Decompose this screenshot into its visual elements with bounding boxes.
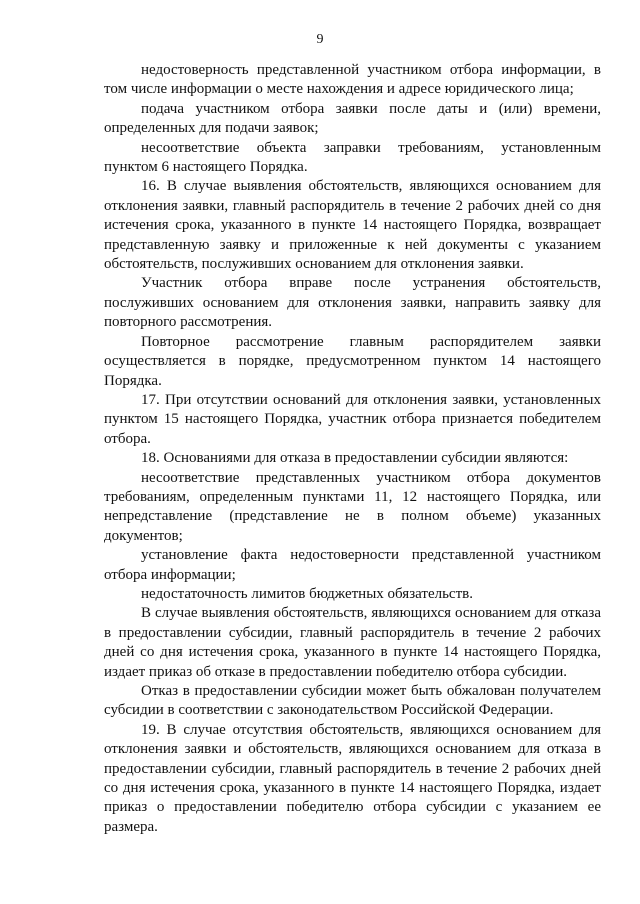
paragraph: Отказ в предоставлении субсидии может быть обжалован получателем субсидии в соответствии с законодательством Российской Федерации. (104, 683, 601, 719)
paragraph: В случае выявления обстоятельств, являющихся основанием для отказа в предоставлении субсидии, главный распорядитель в течение 2 рабочих дней со дня истечения срока, указанного в пункте 14 настоящего Порядка, издает приказ об отказе в предоставлении победителю отбора субсидии. (104, 605, 601, 680)
paragraph: установление факта недостоверности представленной участником отбора информации; (104, 547, 601, 583)
paragraph: недостаточность лимитов бюджетных обязательств. (141, 585, 473, 602)
paragraph: несоответствие представленных участником отбора документов требованиям, определенным пунктами 11, 12 настоящего Порядка, или непредставление (представление не в полном объеме) указанных документов; (104, 469, 601, 544)
paragraph: подача участником отбора заявки после даты и (или) времени, определенных для подачи заявок; (104, 100, 601, 137)
paragraph: 17. При отсутствии оснований для отклонения заявки, установленных пунктом 15 настоящего Порядка, участник отбора признается победителем отбора. (104, 391, 601, 447)
page-number: 9 (316, 32, 324, 47)
paragraph: 19. В случае отсутствия обстоятельств, являющихся основанием для отклонения заявки и обстоятельств, являющихся основанием для отказа в предоставлении субсидии, главный распорядитель в течение 2 рабочих дней со дня истечения срока, указанного в пункте 14 настоящего Порядка, издает приказ о предоставлении победителю отбора субсидии с указанием ее размера. (104, 721, 601, 835)
paragraph: несоответствие объекта заправки требованиям, установленным пунктом 6 настоящего Порядка. (104, 139, 601, 176)
paragraph: недостоверность представленной участником отбора информации, в том числе информации о месте нахождения и адресе юридического лица; (104, 62, 601, 98)
document-body (104, 61, 601, 837)
paragraph: Участник отбора вправе после устранения обстоятельств, послуживших основанием для отклонения заявки, направить заявку для повторного рассмотрения. (104, 275, 601, 331)
paragraph: 16. В случае выявления обстоятельств, являющихся основанием для отклонения заявки, главный распорядитель в течение 2 рабочих дней со дня истечения срока, указанного в пункте 14 настоящего Порядка, возвращает представленную заявку и приложенные к ней документы с указанием обстоятельств, послуживших основанием для отклонения заявки. (104, 178, 601, 273)
paragraph: 18. Основаниями для отказа в предоставлении субсидии являются: (141, 450, 569, 467)
paragraph: Повторное рассмотрение главным распорядителем заявки осуществляется в порядке, предусмотренном пунктом 14 настоящего Порядка. (104, 333, 601, 389)
